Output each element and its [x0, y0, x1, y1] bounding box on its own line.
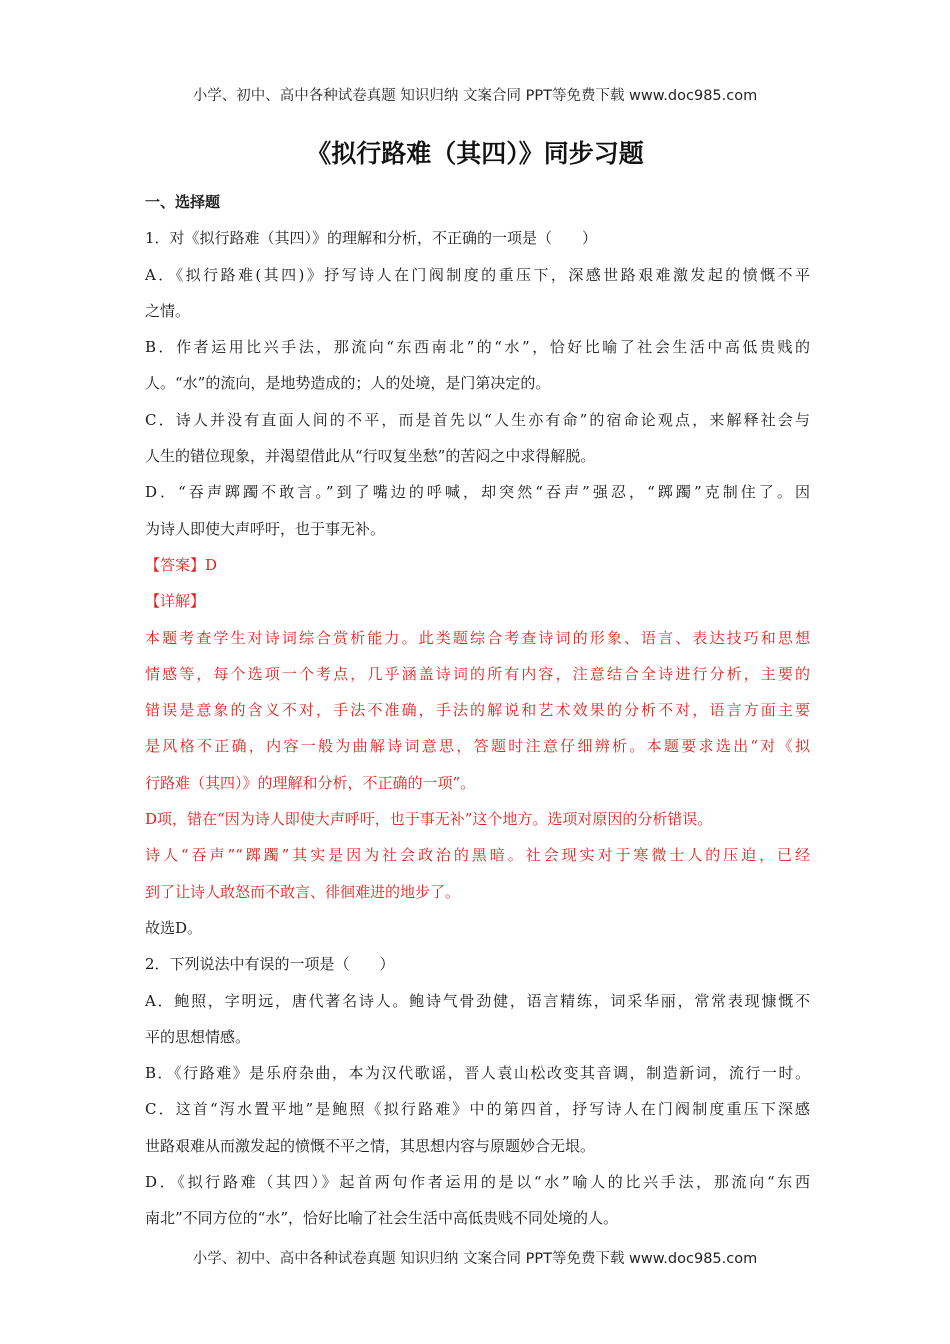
q1-option-c-line2: 人生的错位现象，并渴望借此从“行叹复坐愁”的苦闷之中求得解脱。 [145, 447, 596, 466]
q2-option-c-line1: C．这首“泻水置平地”是鲍照《拟行路难》中的第四首，抒写诗人在门阀制度重压下深感 [145, 1100, 810, 1119]
q2-option-a-line1: A．鲍照，字明远，唐代著名诗人。鲍诗气骨劲健，语言精练，词采华丽，常常表现慷慨不 [145, 991, 810, 1010]
q1-detail-p1-line4: 是风格不正确，内容一般为曲解诗词意思，答题时注意仔细辨析。本题要求选出“对《拟 [145, 737, 810, 756]
q1-detail-p1-line3: 错误是意象的含义不对，手法不准确，手法的解说和艺术效果的分析不对，语言方面主要 [145, 701, 810, 720]
q1-conclusion: 故选D。 [145, 918, 203, 937]
q2-option-a-line2: 平的思想情感。 [145, 1027, 251, 1046]
section-heading: 一、选择题 [145, 193, 221, 211]
q1-detail-p2-line2: 诗人“吞声”“踯躅”其实是因为社会政治的黑暗。社会现实对于寒微士人的压迫，已经 [145, 846, 810, 865]
q1-option-a-line2: 之情。 [145, 301, 191, 320]
footer-banner[interactable]: 小学、初中、高中各种试卷真题 知识归纳 文案合同 PPT等免费下载 www.doc985.com [192, 1251, 758, 1267]
q1-detail-p1-line1: 本题考查学生对诗词综合赏析能力。此类题综合考查诗词的形象、语言、表达技巧和思想 [145, 628, 810, 647]
q1-detail-p1-line5: 行路难（其四）》的理解和分析，不正确的一项”。 [145, 773, 476, 792]
q1-option-b-line2: 人。“水”的流向，是地势造成的；人的处境，是门第决定的。 [145, 374, 551, 393]
q1-detail-p2-line3: 到了让诗人敢怒而不敢言、徘徊难进的地步了。 [145, 882, 461, 901]
q1-option-b-line1: B．作者运用比兴手法，那流向“东西南北”的“水”，恰好比喻了社会生活中高低贵贱的 [145, 338, 810, 357]
q1-answer: 【答案】D [145, 555, 218, 574]
q1-stem: 1．对《拟行路难（其四）》的理解和分析，不正确的一项是（ ） [145, 229, 598, 248]
q1-option-d-line2: 为诗人即使大声呼吁，也于事无补。 [145, 519, 386, 538]
q1-option-d-line1: D．“吞声踯躅不敢言。”到了嘴边的呼喊，却突然“吞声”强忍，“踯躅”克制住了。因 [145, 483, 810, 502]
q2-option-b-line1: B．《行路难》是乐府杂曲，本为汉代歌谣，晋人袁山松改变其音调，制造新词，流行一时。 [145, 1064, 810, 1083]
header-banner[interactable]: 小学、初中、高中各种试卷真题 知识归纳 文案合同 PPT等免费下载 www.doc985.com [192, 88, 758, 104]
q2-option-d-line2: 南北”不同方位的“水”，恰好比喻了社会生活中高低贵贱不同处境的人。 [145, 1209, 619, 1228]
q1-detail-p1-line2: 情感等，每个选项一个考点，几乎涵盖诗词的所有内容，注意结合全诗进行分析，主要的 [145, 664, 810, 683]
q1-detail-label: 【详解】 [145, 592, 206, 611]
q1-option-a-line1: A．《拟行路难(其四)》抒写诗人在门阀制度的重压下，深感世路艰难激发起的愤慨不平 [145, 265, 810, 284]
q2-option-d-line1: D．《拟行路难（其四）》起首两句作者运用的是以“水”喻人的比兴手法，那流向“东西 [145, 1173, 810, 1192]
q1-detail-p2-line1: D项，错在“因为诗人即使大声呼吁，也于事无补”这个地方。选项对原因的分析错误。 [145, 810, 713, 829]
q1-option-c-line1: C．诗人并没有直面人间的不平，而是首先以“人生亦有命”的宿命论观点，来解释社会与 [145, 410, 810, 429]
q2-option-c-line2: 世路艰难从而激发起的愤慨不平之情，其思想内容与原题妙合无垠。 [145, 1136, 596, 1155]
document-body [145, 189, 810, 1242]
q2-stem: 2．下列说法中有误的一项是（ ） [145, 955, 395, 974]
page-title: 《拟行路难（其四）》同步习题 [306, 139, 644, 168]
